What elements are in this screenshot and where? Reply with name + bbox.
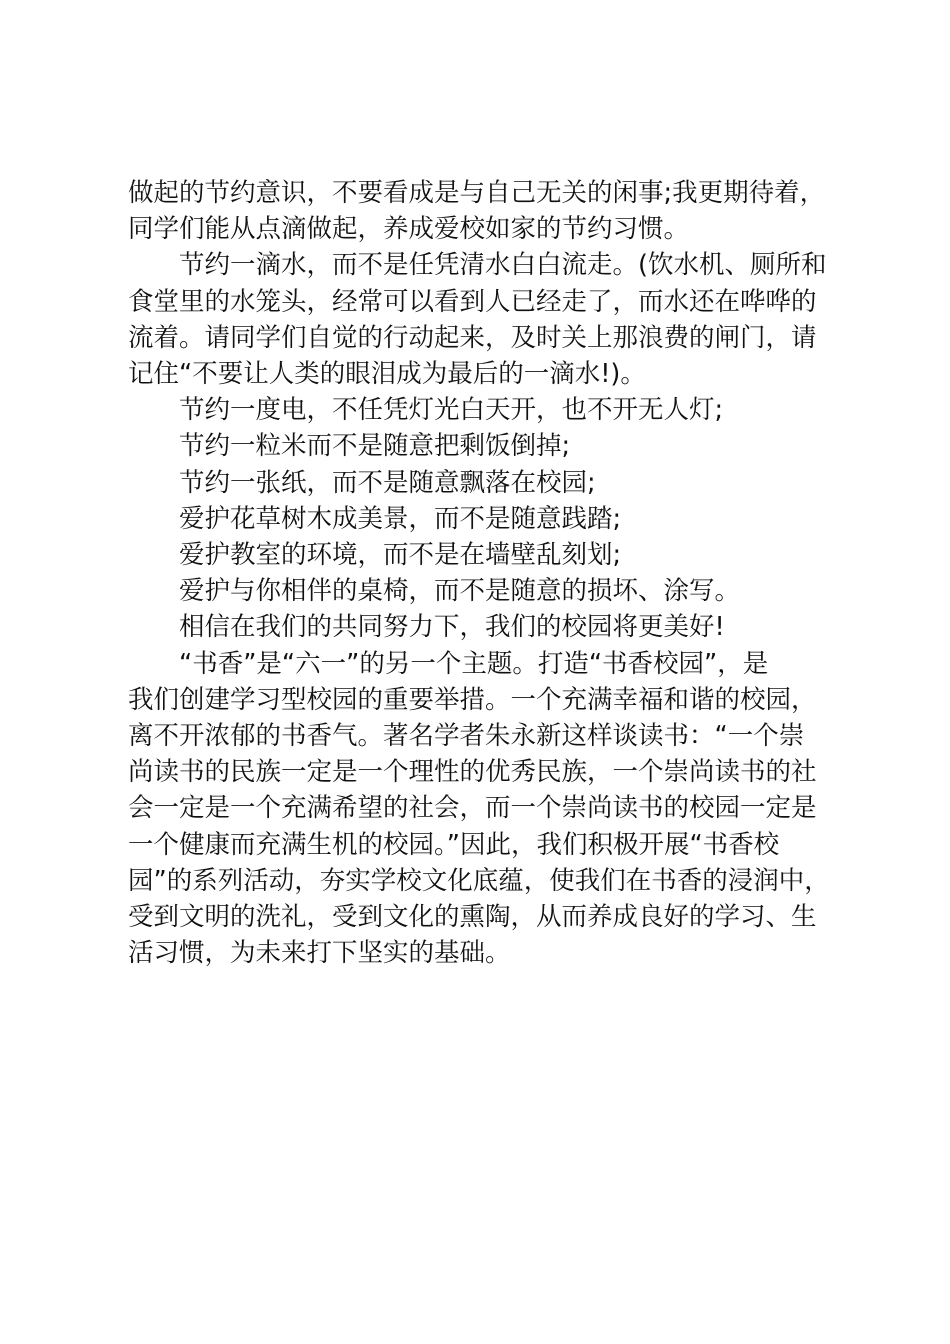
text-line: 尚读书的民族一定是一个理性的优秀民族，一个崇尚读书的社 xyxy=(128,757,817,788)
text-line: 节约一张纸，而不是随意飘落在校园; xyxy=(179,467,596,498)
text-line: “书香”是“六一”的另一个主题。打造“书香校园”，是 xyxy=(179,648,769,679)
text-line: 一个健康而充满生机的校园。”因此，我们积极开展“书香校 xyxy=(128,829,780,860)
text-line: 受到文明的洗礼，受到文化的熏陶，从而养成良好的学习、生 xyxy=(128,902,817,933)
text-line: 食堂里的水笼头，经常可以看到人已经走了，而水还在哗哗的 xyxy=(128,286,817,317)
text-line: 节约一粒米而不是随意把剩饭倒掉; xyxy=(179,431,571,462)
text-line: 爱护与你相伴的桌椅，而不是随意的损坏、涂写。 xyxy=(179,576,741,607)
text-line: 节约一滴水，而不是任凭清水白白流走。(饮水机、厕所和 xyxy=(179,250,827,281)
text-line: 离不开浓郁的书香气。著名学者朱永新这样谈读书：“一个崇 xyxy=(128,721,805,752)
text-line: 节约一度电，不任凭灯光白天开，也不开无人灯; xyxy=(179,395,724,426)
text-line: 爱护教室的环境，而不是在墙壁乱刻划; xyxy=(179,540,622,571)
text-line: 我们创建学习型校园的重要举措。一个充满幸福和谐的校园， xyxy=(128,684,817,715)
text-line: 相信在我们的共同努力下，我们的校园将更美好! xyxy=(179,612,725,643)
text-line: 爱护花草树木成美景，而不是随意践踏; xyxy=(179,503,622,534)
text-line: 记住“不要让人类的眼泪成为最后的一滴水!)。 xyxy=(128,359,646,390)
text-line: 园”的系列活动，夯实学校文化底蕴，使我们在书香的浸润中， xyxy=(128,865,830,896)
text-line: 流着。请同学们自觉的行动起来，及时关上那浪费的闸门，请 xyxy=(128,322,817,353)
text-line: 做起的节约意识，不要看成是与自己无关的闲事;我更期待着， xyxy=(128,178,826,208)
document-page xyxy=(128,175,848,971)
text-line: 会一定是一个充满希望的社会，而一个崇尚读书的校园一定是 xyxy=(128,793,817,824)
text-line: 活习惯，为未来打下坚实的基础。 xyxy=(128,938,511,969)
text-line: 同学们能从点滴做起，养成爱校如家的节约习惯。 xyxy=(128,214,690,245)
